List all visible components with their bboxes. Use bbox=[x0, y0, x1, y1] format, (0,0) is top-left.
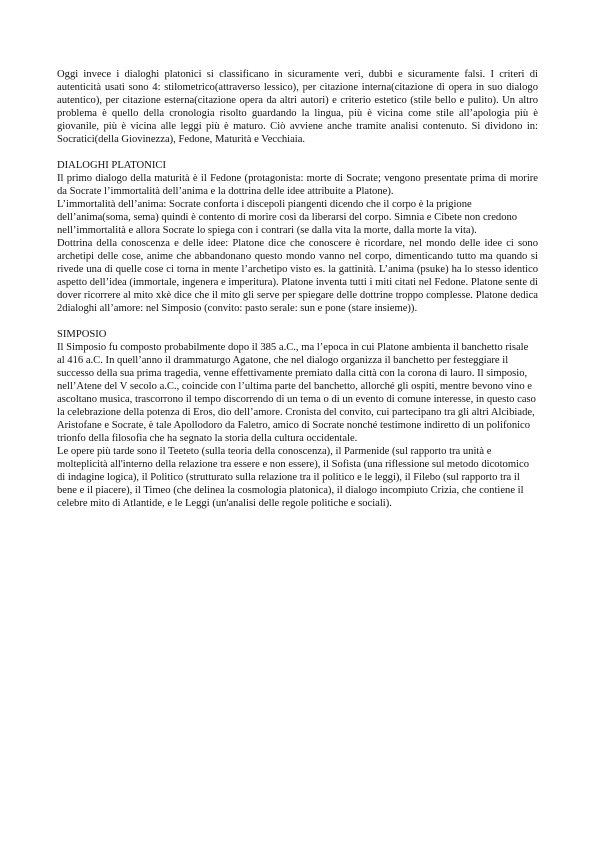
section-heading-dialoghi-platonici: DIALOGHI PLATONICI bbox=[57, 160, 166, 171]
paragraph-spacer bbox=[57, 146, 538, 159]
paragraph-spacer bbox=[57, 315, 538, 328]
intro-paragraph: Oggi invece i dialoghi platonici si classificano in sicuramente veri, dubbi e sicuramente falsi. I criteri di autenticità usati sono 4: stilometrico(attraverso lessico), per citazione interna(citazione di opera in suo dialogo autentico), per citazione esterna(citazione opera da altri autori) e criterio estetico (stile bello e pulito). Un altro problema è quello della cronologia risolto guardando la lingua, più è vicina come stile all’apologia più è giovanile, più è vicina alle leggi più è maturo. Ciò avviene anche tramite analisi contenuto. Si dividono in: Socratici(della Giovinezza), Fedone, Maturità e Vecchiaia. bbox=[57, 69, 538, 145]
simposio-paragraph: Il Simposio fu composto probabilmente dopo il 385 a.C., ma l’epoca in cui Platone ambienta il banchetto risale al 416 a.C. In quell’anno il drammaturgo Agatone, che nel dialogo organizza il banchetto per festeggiare il successo della sua prima tragedia, venne effettivamente premiato dalla città con la corona di lauro. Il simposio, nell’Atene del V secolo a.C., coincide con l’ultima parte del banchetto, allorché gli ospiti, mentre bevono vino e ascoltano musica, trascorrono il tempo discorrendo di un tema o di un evento di comune interesse, in questo caso la celebrazione della potenza di Eros, dio dell’amore. Cronista del convito, cui partecipano tra gli altri Alcibiade, Aristofane e Socrate, è tale Apollodoro da Faletro, amico di Socrate nonché testimone indiretto di un polifonico trionfo della filosofia che ha segnato la storia della cultura occidentale. bbox=[57, 342, 536, 444]
opere-tarde-paragraph: Le opere più tarde sono il Teeteto (sulla teoria della conoscenza), il Parmenide (sul rapporto tra unità e molteplicità all'interno della relazione tra essere e non essere), il Sofista (una riflessione sul metodo dicotomico di indagine logica), il Politico (strutturato sulla relazione tra il politico e le leggi), il Filebo (sul rapporto tra il bene e il piacere), il Timeo (che delinea la cosmologia platonica), il dialogo incompiuto Crizia, che contiene il celebre mito di Atlantide, e le Leggi (un'analisi delle regole politiche e sociali). bbox=[57, 446, 530, 509]
dottrina-paragraph: Dottrina della conoscenza e delle idee: Platone dice che conoscere è ricordare, nel mondo delle idee ci sono archetipi delle cose, anime che abbandonano questo mondo vanno nel corpo, dimenticando tutto ma quando si rivede una di quelle cose ci torna in mente l’archetipo visto es. la gattinità. L’anima (psuke) ha lo stesso identico aspetto dell’idea (immortale, ingenera e imperitura). Platone inventa tutti i miti citati nel Fedone. Platone sente di dover ricorrere al mito xkè dice che il mito gli serve per spiegare delle dottrine troppo complesse. Platone dedica 2dialoghi all’amore: nel Simposio (convito: pasto serale: sun e pone (stare insieme)). bbox=[57, 238, 538, 314]
section-heading-simposio: SIMPOSIO bbox=[57, 329, 107, 340]
document-page bbox=[57, 68, 538, 510]
fedone-paragraph: Il primo dialogo della maturità è il Fedone (protagonista: morte di Socrate; vengono presentate prima di morire da Socrate l’immortalità dell’anima e la dottrina delle idee attribuite a Platone). bbox=[57, 173, 538, 197]
immortalita-paragraph: L’immortalità dell’anima: Socrate conforta i discepoli piangenti dicendo che il corpo è la prigione dell’anima(soma, sema) quindi è contento di morire così da liberarsi del corpo. Simnia e Cibete non credono nell’immortalità e allora Socrate lo spiega con i contrari (se dalla vita la morte, dalla morte la vita). bbox=[57, 199, 518, 236]
